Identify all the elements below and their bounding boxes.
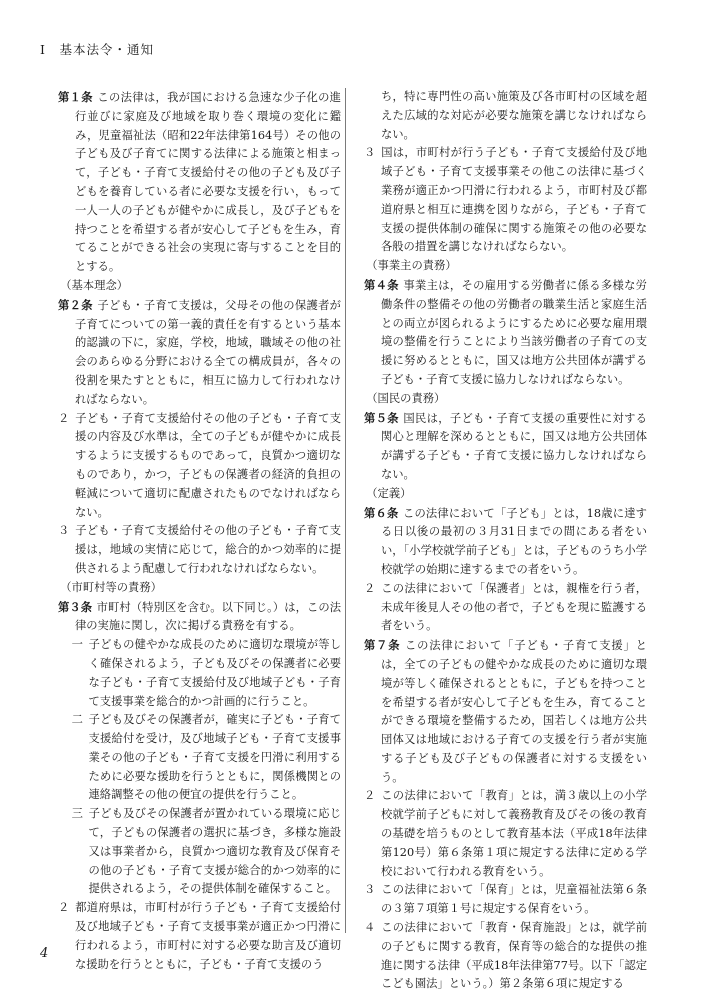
article-3 xyxy=(58,598,341,637)
article-3-item-1 xyxy=(58,636,341,711)
item-text: 子どもの健やかな成長のために適切な環境が等しく確保されるよう，子ども及びその保護者に必要な子ども・子育て支援給付及び地域子ども・子育て支援事業を総合的かつ計画的に行うこと。 xyxy=(88,638,341,708)
article-text: この法律は，我が国における急速な少子化の進行並びに家庭及び地域を取り巻く環境の変化に鑑み，児童福祉法（昭和22年法律第164号）その他の子ども及び子育てに関する法律による施策と相まって，子ども・子育て支援給付その他の子ども及び子どもを養育している者に必要な支援を行い，もって一人一人の子どもが健やかに成長し，及び子どもを持つことを希望する者が安心して子どもを生み，育てることができる社会の実現に寄与することを目的とする。 xyxy=(74,91,341,274)
article-text: この法律において「子ども・子育て支援」とは，全ての子どもの健やかな成長のために適切な環境が等しく確保されるとともに，子どもを持つことを希望する者が安心して子どもを生み，育てることができる環境を整備するため，国若しくは地方公共団体又は地域における子育ての支援を行う者が実施する子ども及び子どもの保護者に対する支援をいう。 xyxy=(380,639,647,784)
article-1 xyxy=(58,88,341,277)
paragraph-text: この法律において「教育」とは，満３歳以上の小学校就学前子どもに対して義務教育及びその後の教育の基礎を培うものとして教育基本法（平成18年法律第120号）第６条第１項に規定する法律に定める学校において行われる教育をいう。 xyxy=(380,789,647,878)
heading-definitions: （定義） xyxy=(366,486,412,500)
paragraph-text: 国は，市町村が行う子ども・子育て支援給付及び地域子ども・子育て支援事業その他この法律に基づく業務が適正かつ円滑に行われるよう，市町村及び都道府県と相互に連携を図りながら，子ども・子育て支援の提供体制の確保に関する施策その他の必要な各般の措置を講じなければならない。 xyxy=(380,146,647,254)
article-7 xyxy=(364,636,647,787)
article-7-paragraph-3 xyxy=(364,881,647,919)
article-3-paragraph-2 xyxy=(58,899,341,974)
heading-municipal-duties: （市町村等の責務） xyxy=(60,580,162,594)
article-number: 第７条 xyxy=(364,638,401,653)
paragraph-number: ２ xyxy=(364,789,376,803)
paragraph-text: この法律において「教育・保育施設」とは，就学前の子どもに関する教育，保育等の総合的な提供の推進に関する法律（平成18年法律第77号。以下「認定こども園法」という。）第２条第６項に規定する xyxy=(380,921,647,991)
heading-citizen-duties: （国民の責務） xyxy=(366,391,446,405)
paragraph-number: ２ xyxy=(364,581,376,595)
article-6-paragraph-2 xyxy=(364,580,647,636)
item-text: 子ども及びその保護者が，確実に子ども・子育て支援給付を受け，及び地域子ども・子育て支援事業その他の子ども・子育て支援を円滑に利用するために必要な援助を行うとともに，関係機関との連絡調整その他の便宜の提供を行うこと。 xyxy=(88,713,341,802)
article-3-paragraph-2-continued: ち，特に専門性の高い施策及び各市町村の区域を超えた広域的な対応が必要な施策を講じなければならない。 xyxy=(380,90,647,141)
right-column xyxy=(364,88,647,994)
paragraph-text: 子ども・子育て支援給付その他の子ども・子育て支援の内容及び水準は，全ての子どもが健やかに成長するように支援するものであって，良質かつ適切なものであり，かつ，子どもの保護者の経済的負担の軽減について適切に配慮されたものでなければならない。 xyxy=(74,411,341,519)
article-5 xyxy=(364,409,647,485)
item-text: 子ども及びその保護者が置かれている環境に応じて，子どもの保護者の選択に基づき，多様な施設又は事業者から，良質かつ適切な教育及び保育その他の子ども・子育て支援が総合的かつ効率的に提供されるよう，その提供体制を確保すること。 xyxy=(88,807,341,896)
article-4 xyxy=(364,276,647,390)
left-column xyxy=(58,88,341,974)
article-3-item-2 xyxy=(58,711,341,805)
running-head: Ⅰ 基本法令・通知 xyxy=(40,42,154,57)
article-text: この法律において「子ども」とは，18歳に達する日以後の最初の３月31日までの間にある者をいい，「小学校就学前子ども」とは，子どものうち小学校就学の始期に達するまでの者をいう。 xyxy=(380,506,647,576)
paragraph-text: 都道府県は，市町村が行う子ども・子育て支援給付及び地域子ども・子育て支援事業が適正かつ円滑に行われるよう，市町村に対する必要な助言及び適切な援助を行うとともに，子ども・子育て支援のう xyxy=(74,901,341,971)
article-2-paragraph-3 xyxy=(58,522,341,578)
article-number: 第４条 xyxy=(364,277,399,292)
heading-basic-principle: （基本理念） xyxy=(60,278,129,292)
article-text: 国民は，子ども・子育て支援の重要性に対する関心と理解を深めるとともに，国又は地方公共団体が講ずる子ども・子育て支援に協力しなければならない。 xyxy=(380,411,647,481)
article-3-item-3 xyxy=(58,805,341,899)
article-text: 子ども・子育て支援は，父母その他の保護者が子育てについての第一義的責任を有するという基本的認識の下に，家庭，学校，地域，職域その他の社会のあらゆる分野における全ての構成員が，各々の役割を果たすとともに，相互に協力して行われなければならない。 xyxy=(74,298,341,406)
paragraph-number: ４ xyxy=(364,921,376,935)
article-number: 第５条 xyxy=(364,410,399,425)
paragraph-text: この法律において「保育」とは，児童福祉法第６条の３第７項第１号に規定する保育をいう。 xyxy=(380,883,647,916)
article-6 xyxy=(364,504,647,580)
article-number: 第３条 xyxy=(58,599,93,614)
article-number: 第１条 xyxy=(58,90,93,104)
item-number: 二 xyxy=(71,713,83,727)
paragraph-text: 子ども・子育て支援給付その他の子ども・子育て支援は，地域の実情に応じて，総合的かつ効率的に提供されるよう配慮して行われなければならない。 xyxy=(74,524,341,575)
item-number: 三 xyxy=(71,807,83,821)
article-2-paragraph-2 xyxy=(58,410,341,523)
paragraph-number: ３ xyxy=(364,883,376,897)
paragraph-text: この法律において「保護者」とは，親権を行う者，未成年後見人その他の者で，子どもを現に監護する者をいう。 xyxy=(380,581,647,633)
article-text: 事業主は，その雇用する労働者に係る多様な労働条件の整備その他の労働者の職業生活と家庭生活との両立が図られるようにするために必要な雇用環境の整備を行うことにより当該労働者の子育ての支援に努めるとともに，国又は地方公共団体が講ずる子ども・子育て支援に協力しなければならない。 xyxy=(380,278,647,386)
paragraph-number: ３ xyxy=(58,524,70,538)
paragraph-number: ３ xyxy=(364,146,376,160)
article-7-paragraph-2 xyxy=(364,787,647,881)
article-text: 市町村（特別区を含む。以下同じ。）は，この法律の実施に関し，次に掲げる責務を有する。 xyxy=(74,600,341,633)
article-2 xyxy=(58,296,341,410)
article-number: 第６条 xyxy=(364,505,399,520)
paragraph-number: ２ xyxy=(58,901,70,915)
article-number: 第２条 xyxy=(58,297,93,312)
heading-employer-duties: （事業主の責務） xyxy=(366,259,457,273)
article-7-paragraph-4 xyxy=(364,919,647,994)
page-number: 4 xyxy=(40,946,49,961)
column-divider xyxy=(345,88,346,933)
article-3-paragraph-3 xyxy=(364,144,647,257)
item-number: 一 xyxy=(71,638,83,652)
paragraph-number: ２ xyxy=(58,411,70,425)
